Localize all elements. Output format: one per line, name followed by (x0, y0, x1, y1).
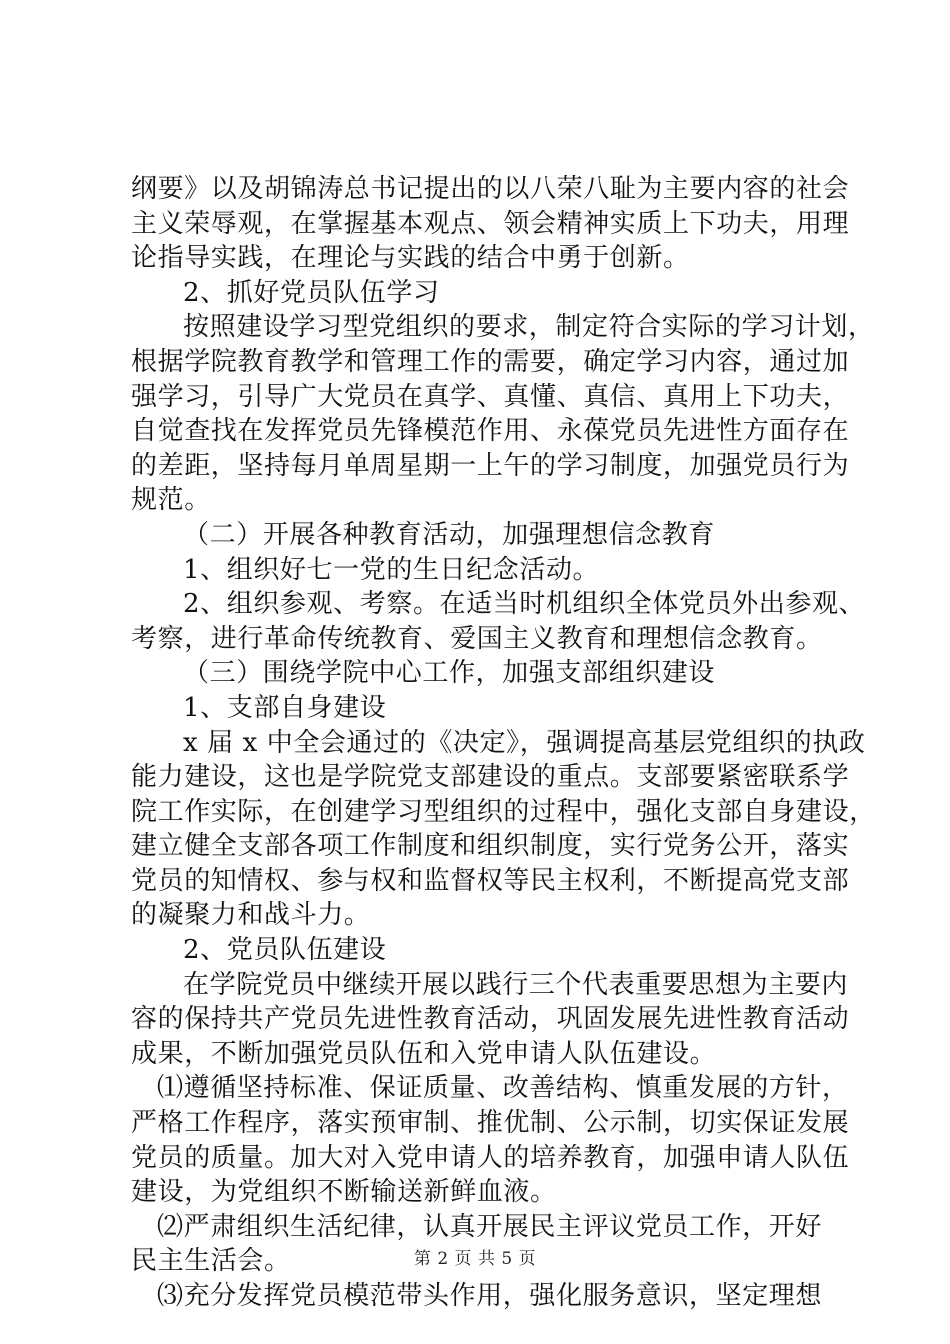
list-item: ⑶充分发挥党员模范带头作用，强化服务意识，坚定理想 (157, 1281, 823, 1311)
text-line: 能力建设，这也是学院党支部建设的重点。支部要紧密联系学 (131, 762, 850, 793)
text-line: 的凝聚力和战斗力。 (131, 900, 371, 931)
text-line: 建设，为党组织不断输送新鲜血液。 (131, 1177, 557, 1208)
text-line: 的差距，坚持每月单周星期一上午的学习制度，加强党员行为 (131, 450, 850, 481)
text-line: 主义荣辱观，在掌握基本观点、领会精神实质上下功夫，用理 (131, 208, 850, 239)
text-line: 党员的质量。加大对入党申请人的培养教育，加强申请人队伍 (131, 1142, 850, 1173)
text-line: 2、组织参观、考察。在适当时机组织全体党员外出参观、 (183, 589, 866, 620)
section-heading: 2、党员队伍建设 (183, 935, 387, 966)
text-line: 考察，进行革命传统教育、爱国主义教育和理想信念教育。 (131, 623, 823, 654)
text-line: 纲要》以及胡锦涛总书记提出的以八荣八耻为主要内容的社会 (131, 174, 850, 204)
text-line: 院工作实际，在创建学习型组织的过程中，强化支部自身建设， (131, 796, 876, 827)
text-line: 严格工作程序，落实预审制、推优制、公示制，切实保证发展 (131, 1108, 850, 1139)
list-item: ⑴遵循坚持标准、保证质量、改善结构、慎重发展的方针， (157, 1073, 849, 1104)
text-line: 1、组织好七一党的生日纪念活动。 (183, 554, 600, 585)
text-line: 强学习，引导广大党员在真学、真懂、真信、真用上下功夫， (131, 381, 850, 412)
text-line: 自觉查找在发挥党员先锋模范作用、永葆党员先进性方面存在 (131, 416, 850, 447)
text-line: 民主生活会。 (131, 1246, 291, 1277)
list-item: ⑵严肃组织生活纪律，认真开展民主评议党员工作，开好 (157, 1211, 823, 1242)
text-line: 成果，不断加强党员队伍和入党申请人队伍建设。 (131, 1038, 717, 1069)
text-line: x 届 x 中全会通过的《决定》，强调提高基层党组织的执政 (183, 727, 866, 758)
text-line: 按照建设学习型党组织的要求，制定符合实际的学习计划， (183, 312, 875, 343)
text-line: 容的保持共产党员先进性教育活动，巩固发展先进性教育活动 (131, 1004, 850, 1035)
section-heading: （二）开展各种教育活动，加强理想信念教育 (183, 519, 716, 550)
text-line: 建立健全支部各项工作制度和组织制度，实行党务公开，落实 (131, 831, 850, 862)
text-line: 论指导实践，在理论与实践的结合中勇于创新。 (131, 243, 690, 274)
page-number-footer: 第 2 页 共 5 页 (413, 1249, 537, 1269)
section-heading: 1、支部自身建设 (183, 692, 387, 723)
text-line: 根据学院教育教学和管理工作的需要，确定学习内容，通过加 (131, 346, 850, 377)
section-heading: （三）围绕学院中心工作，加强支部组织建设 (183, 658, 716, 689)
section-heading: 2、抓好党员队伍学习 (183, 277, 440, 308)
text-line: 规范。 (131, 485, 211, 516)
document-body (131, 172, 876, 1314)
text-line: 在学院党员中继续开展以践行三个代表重要思想为主要内 (183, 969, 849, 1000)
text-line: 党员的知情权、参与权和监督权等民主权利，不断提高党支部 (131, 865, 850, 896)
